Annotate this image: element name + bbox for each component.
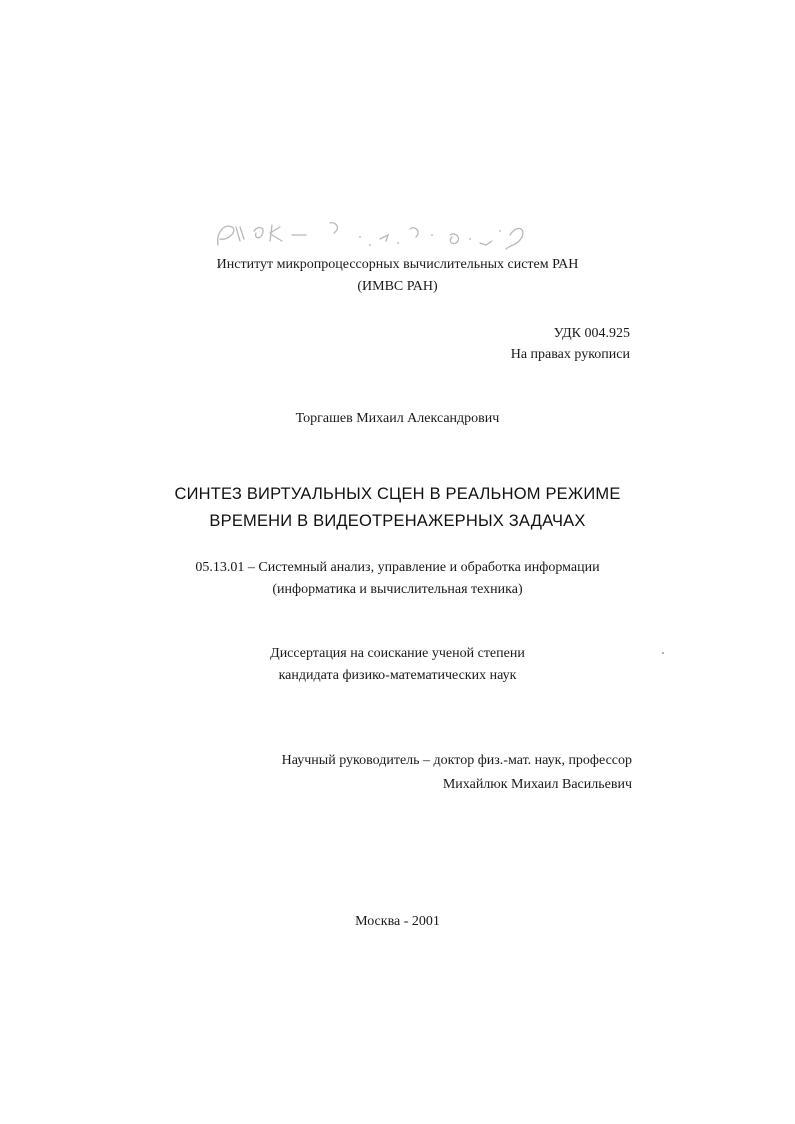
degree-line-1: Диссертация на соискание ученой степени xyxy=(270,646,525,661)
supervisor-name: Михайлюк Михаил Васильевич xyxy=(442,777,632,792)
institute-name: Институт микропроцессорных вычислительных систем РАН xyxy=(216,257,579,272)
institute-abbreviation: (ИМВС РАН) xyxy=(357,279,438,294)
supervisor-role: Научный руководитель – доктор физ.-мат. наук, профессор xyxy=(281,753,632,768)
scan-speck xyxy=(662,652,664,654)
specialty-description-line: (информатика и вычислительная техника) xyxy=(272,582,523,597)
place-and-year: Москва - 2001 xyxy=(355,914,440,929)
author-name: Торгашев Михаил Александрович xyxy=(295,411,500,426)
handwritten-mark-icon xyxy=(210,205,540,260)
degree-line-2: кандидата физико-математических наук xyxy=(278,668,517,683)
dissertation-title-line-2: ВРЕМЕНИ В ВИДЕОТРЕНАЖЕРНЫХ ЗАДАЧАХ xyxy=(209,512,586,530)
udc-code: УДК 004.925 xyxy=(553,326,630,341)
specialty-code-line: 05.13.01 – Системный анализ, управление и обработка информации xyxy=(195,560,600,575)
manuscript-rights-note: На правах рукописи xyxy=(510,347,630,362)
dissertation-title-line-1: СИНТЕЗ ВИРТУАЛЬНЫХ СЦЕН В РЕАЛЬНОМ РЕЖИМЕ xyxy=(174,485,621,503)
